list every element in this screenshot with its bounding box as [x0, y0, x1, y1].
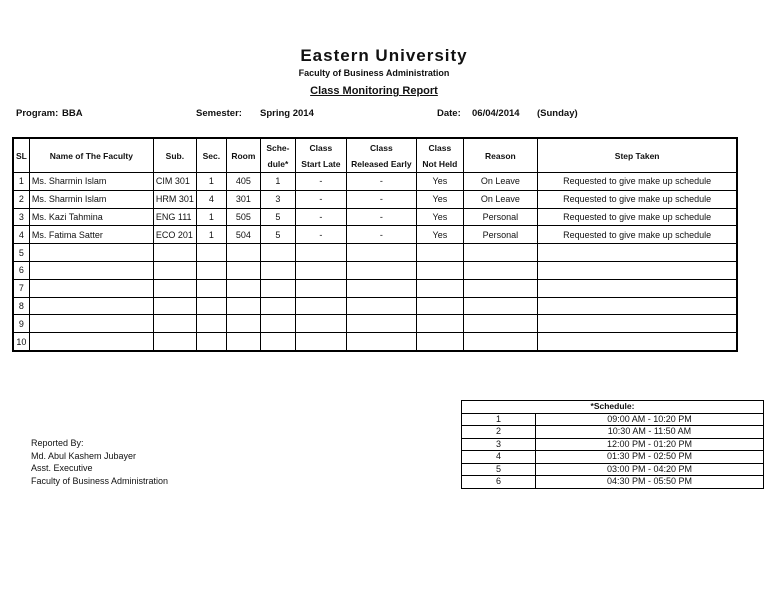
cell-faculty-name: [29, 315, 153, 333]
cell-faculty-name: [29, 244, 153, 262]
table-row: [13, 173, 737, 191]
table-header-row: [13, 138, 737, 173]
schedule-row: [462, 438, 764, 451]
reporter-department: Faculty of Business Administration: [31, 475, 169, 486]
schedule-slot-number: 1: [462, 413, 536, 426]
cell-room: [226, 244, 260, 262]
cell-not-held: Yes: [416, 208, 463, 226]
header-step-taken: Step Taken: [537, 138, 737, 173]
cell-room: [226, 333, 260, 351]
cell-start-late: [295, 279, 346, 297]
cell-released-early: -: [346, 173, 416, 191]
cell-section: [196, 244, 226, 262]
reported-by-block: [31, 437, 168, 487]
cell-start-late: [295, 244, 346, 262]
cell-released-early: -: [346, 208, 416, 226]
cell-subject: [153, 244, 196, 262]
cell-room: [226, 315, 260, 333]
cell-section: [196, 333, 226, 351]
cell-released-early: [346, 297, 416, 315]
cell-section: 1: [196, 208, 226, 226]
cell-reason: [463, 279, 537, 297]
header-start-late-line1: Class: [309, 142, 333, 153]
cell-released-early: -: [346, 226, 416, 244]
table-row: [13, 261, 737, 279]
cell-room: 504: [226, 226, 260, 244]
schedule-slot-time: 03:00 PM - 04:20 PM: [536, 463, 764, 476]
cell-sl: 6: [13, 261, 29, 279]
header-sl: SL: [13, 138, 29, 173]
schedule-slot-time: 10:30 AM - 11:50 AM: [536, 426, 764, 439]
cell-sl: 10: [13, 333, 29, 351]
cell-section: 4: [196, 190, 226, 208]
table-row: [13, 190, 737, 208]
cell-sl: 1: [13, 173, 29, 191]
cell-step-taken: Requested to give make up schedule: [537, 173, 737, 191]
header-name: Name of The Faculty: [29, 138, 153, 173]
cell-step-taken: [537, 297, 737, 315]
schedule-row: [462, 426, 764, 439]
program-label: Program:: [16, 108, 59, 119]
date-value: 06/04/2014: [472, 108, 520, 119]
cell-released-early: [346, 333, 416, 351]
cell-subject: [153, 297, 196, 315]
cell-released-early: [346, 315, 416, 333]
schedule-slot-number: 6: [462, 476, 536, 489]
cell-released-early: -: [346, 190, 416, 208]
cell-not-held: Yes: [416, 226, 463, 244]
semester-label: Semester:: [196, 108, 242, 119]
schedule-slot-time: 09:00 AM - 10:20 PM: [536, 413, 764, 426]
table-row: [13, 244, 737, 262]
header-reason: Reason: [463, 138, 537, 173]
schedule-slot-number: 5: [462, 463, 536, 476]
cell-sl: 2: [13, 190, 29, 208]
cell-sl: 5: [13, 244, 29, 262]
cell-schedule: [260, 244, 295, 262]
cell-step-taken: [537, 244, 737, 262]
cell-room: [226, 297, 260, 315]
faculty-subtitle: Faculty of Business Administration: [298, 68, 450, 78]
cell-subject: CIM 301: [153, 173, 196, 191]
cell-step-taken: Requested to give make up schedule: [537, 208, 737, 226]
cell-schedule: 3: [260, 190, 295, 208]
cell-section: [196, 279, 226, 297]
cell-reason: On Leave: [463, 173, 537, 191]
cell-room: 505: [226, 208, 260, 226]
cell-section: [196, 261, 226, 279]
schedule-header-row: [462, 401, 764, 414]
day-value: (Sunday): [537, 108, 578, 119]
cell-reason: [463, 261, 537, 279]
cell-faculty-name: [29, 261, 153, 279]
cell-sl: 8: [13, 297, 29, 315]
cell-start-late: -: [295, 173, 346, 191]
cell-reason: [463, 244, 537, 262]
cell-subject: HRM 301: [153, 190, 196, 208]
report-title: Class Monitoring Report: [310, 85, 438, 97]
cell-sl: 7: [13, 279, 29, 297]
cell-sl: 9: [13, 315, 29, 333]
table-row: [13, 297, 737, 315]
cell-schedule: [260, 279, 295, 297]
cell-not-held: [416, 297, 463, 315]
schedule-row: [462, 413, 764, 426]
cell-not-held: [416, 244, 463, 262]
cell-start-late: [295, 261, 346, 279]
table-row: [13, 226, 737, 244]
cell-not-held: Yes: [416, 173, 463, 191]
table-row: [13, 315, 737, 333]
cell-not-held: [416, 279, 463, 297]
header-not-held-line1: Class: [428, 142, 452, 153]
cell-start-late: [295, 333, 346, 351]
program-value: BBA: [62, 108, 83, 119]
cell-schedule: 5: [260, 208, 295, 226]
header-sub: Sub.: [153, 138, 196, 173]
cell-room: [226, 261, 260, 279]
cell-reason: On Leave: [463, 190, 537, 208]
cell-faculty-name: Ms. Sharmin Islam: [29, 190, 153, 208]
cell-section: 1: [196, 226, 226, 244]
cell-sl: 3: [13, 208, 29, 226]
cell-reason: Personal: [463, 208, 537, 226]
cell-faculty-name: Ms. Kazi Tahmina: [29, 208, 153, 226]
university-title: Eastern University: [300, 46, 468, 65]
cell-room: 405: [226, 173, 260, 191]
schedule-slot-number: 3: [462, 438, 536, 451]
cell-reason: [463, 333, 537, 351]
header-released-line1: Class: [370, 142, 393, 153]
header-start-late-line2: Start Late: [301, 158, 341, 169]
reporter-title: Asst. Executive: [31, 463, 93, 473]
cell-sl: 4: [13, 226, 29, 244]
header-schedule-line2: dule*: [267, 158, 289, 169]
cell-faculty-name: Ms. Sharmin Islam: [29, 173, 153, 191]
cell-schedule: [260, 261, 295, 279]
cell-reason: [463, 297, 537, 315]
header-schedule: [260, 138, 295, 173]
cell-reason: [463, 315, 537, 333]
cell-step-taken: Requested to give make up schedule: [537, 226, 737, 244]
schedule-table: [461, 400, 764, 489]
cell-subject: ECO 201: [153, 226, 196, 244]
cell-schedule: [260, 315, 295, 333]
header-room: Room: [226, 138, 260, 173]
cell-step-taken: [537, 279, 737, 297]
cell-not-held: [416, 261, 463, 279]
cell-room: 301: [226, 190, 260, 208]
cell-start-late: -: [295, 226, 346, 244]
cell-not-held: [416, 333, 463, 351]
schedule-slot-time: 01:30 PM - 02:50 PM: [536, 451, 764, 464]
header-not-held-line2: Not Held: [422, 158, 458, 169]
cell-schedule: 5: [260, 226, 295, 244]
cell-section: [196, 297, 226, 315]
schedule-slot-time: 04:30 PM - 05:50 PM: [536, 476, 764, 489]
cell-step-taken: [537, 315, 737, 333]
header-released-line2: Released Early: [351, 158, 412, 169]
schedule-title: *Schedule:: [462, 401, 764, 414]
table-row: [13, 279, 737, 297]
cell-subject: ENG 111: [153, 208, 196, 226]
schedule-slot-number: 2: [462, 426, 536, 439]
table-row: [13, 333, 737, 351]
cell-schedule: [260, 333, 295, 351]
reported-by-label: Reported By:: [31, 438, 84, 448]
cell-subject: [153, 261, 196, 279]
cell-released-early: [346, 244, 416, 262]
cell-start-late: -: [295, 190, 346, 208]
cell-start-late: [295, 297, 346, 315]
cell-step-taken: [537, 333, 737, 351]
cell-schedule: [260, 297, 295, 315]
header-start-late: [295, 138, 346, 173]
cell-not-held: [416, 315, 463, 333]
cell-faculty-name: [29, 333, 153, 351]
header-released-early: [346, 138, 416, 173]
cell-schedule: 1: [260, 173, 295, 191]
date-label: Date:: [437, 108, 461, 119]
cell-subject: [153, 279, 196, 297]
cell-room: [226, 279, 260, 297]
cell-section: 1: [196, 173, 226, 191]
cell-subject: [153, 315, 196, 333]
cell-released-early: [346, 261, 416, 279]
cell-released-early: [346, 279, 416, 297]
cell-not-held: Yes: [416, 190, 463, 208]
cell-start-late: [295, 315, 346, 333]
cell-faculty-name: [29, 297, 153, 315]
cell-reason: Personal: [463, 226, 537, 244]
schedule-slot-time: 12:00 PM - 01:20 PM: [536, 438, 764, 451]
semester-value: Spring 2014: [260, 108, 314, 119]
schedule-row: [462, 463, 764, 476]
cell-subject: [153, 333, 196, 351]
cell-section: [196, 315, 226, 333]
cell-start-late: -: [295, 208, 346, 226]
reporter-name: Md. Abul Kashem Jubayer: [31, 450, 137, 461]
schedule-slot-number: 4: [462, 451, 536, 464]
schedule-row: [462, 451, 764, 464]
cell-faculty-name: [29, 279, 153, 297]
table-row: [13, 208, 737, 226]
header-sec: Sec.: [196, 138, 226, 173]
monitoring-table: [12, 137, 738, 352]
header-schedule-line1: Sche-: [266, 142, 290, 153]
schedule-row: [462, 476, 764, 489]
cell-faculty-name: Ms. Fatima Satter: [29, 226, 153, 244]
header-not-held: [416, 138, 463, 173]
cell-step-taken: [537, 261, 737, 279]
cell-step-taken: Requested to give make up schedule: [537, 190, 737, 208]
